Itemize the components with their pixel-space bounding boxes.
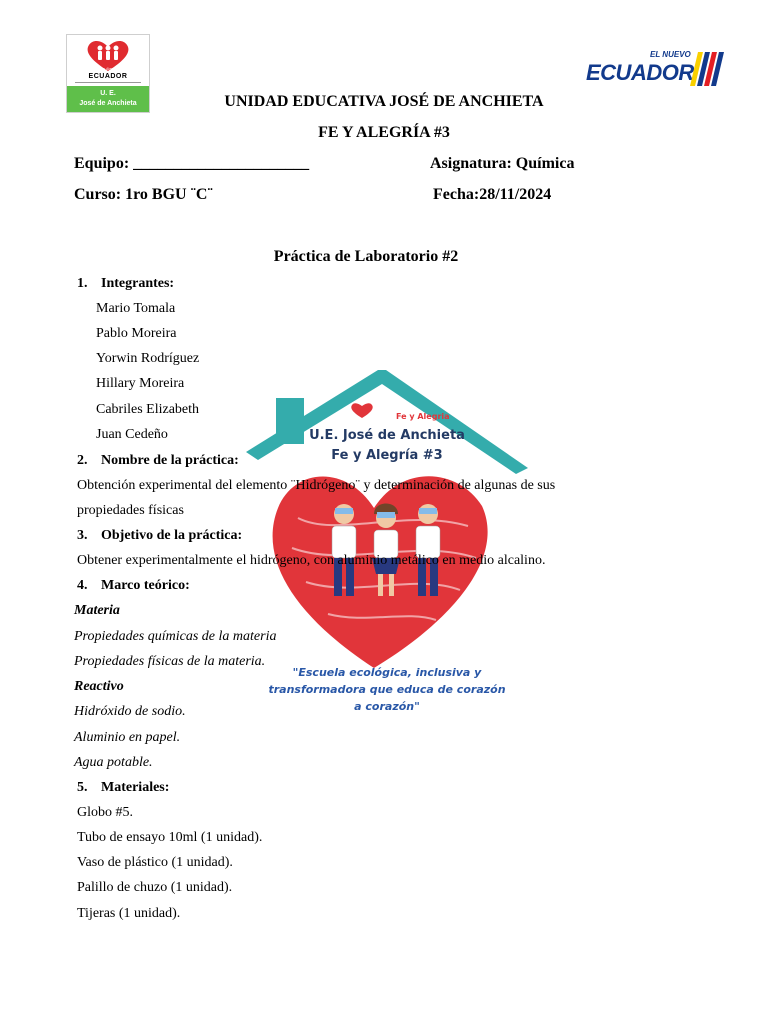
ecuador-logo-text: ECUADOR (586, 60, 694, 85)
material-item: Palillo de chuzo (1 unidad). (77, 880, 233, 895)
reactivo-item: Hidróxido de sodio. (74, 704, 186, 719)
school-name: UNIDAD EDUCATIVA JOSÉ DE ANCHIETA (224, 93, 544, 110)
ecuador-logo-small: EL NUEVO (650, 50, 691, 59)
material-item: Globo #5. (77, 805, 133, 820)
divider (75, 82, 141, 83)
reactivo-item: Aluminio en papel. (74, 730, 181, 745)
materia-heading: Materia (74, 603, 120, 618)
member-item: Cabriles Elizabeth (96, 402, 200, 417)
objective-text: Obtener experimentalmente el hidrógeno, con aluminio metálico en medio alcalino. (77, 553, 546, 568)
curso-field: Curso: 1ro BGU ¨C¨ (74, 186, 213, 203)
fecha-field: Fecha:28/11/2024 (433, 186, 552, 203)
watermark-slogan-1: "Escuela ecológica, inclusiva y (292, 666, 482, 679)
practice-name-line: Obtención experimental del elemento ¨Hidrógeno¨ y determinación de algunas de sus (77, 478, 556, 493)
member-item: Hillary Moreira (96, 376, 185, 391)
asignatura-field: Asignatura: Química (430, 155, 575, 172)
section-2-heading: 2. Nombre de la práctica: (77, 453, 239, 468)
member-item: Mario Tomala (96, 301, 176, 316)
section-3-heading: 3. Objetivo de la práctica: (77, 528, 243, 543)
document-title: Práctica de Laboratorio #2 (273, 248, 459, 265)
watermark (246, 368, 528, 716)
materia-item: Propiedades físicas de la materia. (74, 654, 266, 669)
logo-line1: U. E. (100, 90, 116, 97)
reactivo-item: Agua potable. (74, 755, 153, 770)
reactivo-heading: Reactivo (74, 679, 124, 694)
school-network: FE Y ALEGRÍA #3 (318, 124, 450, 141)
material-item: Tubo de ensayo 10ml (1 unidad). (77, 830, 263, 845)
watermark-slogan-2: transformadora que educa de corazón (268, 683, 506, 696)
equipo-field: Equipo: ______________________ (74, 155, 310, 172)
svg-text:Fe y Alegría: Fe y Alegría (98, 67, 118, 71)
watermark-brand: Fe y Alegria (396, 412, 450, 421)
practice-name-line: propiedades físicas (77, 503, 184, 518)
member-item: Pablo Moreira (96, 326, 177, 341)
section-1-heading: 1. Integrantes: (77, 276, 175, 291)
material-item: Vaso de plástico (1 unidad). (77, 855, 233, 870)
watermark-slogan-3: a corazón" (354, 700, 420, 713)
ecuador-logo (586, 50, 726, 90)
logo-line2: José de Anchieta (79, 100, 137, 107)
hearts-people-icon (67, 37, 149, 73)
member-item: Yorwin Rodríguez (96, 351, 200, 366)
watermark-line2: Fe y Alegría #3 (331, 448, 443, 463)
section-4-heading: 4. Marco teórico: (77, 578, 190, 593)
section-5-heading: 5. Materiales: (77, 780, 170, 795)
material-item: Tijeras (1 unidad). (77, 906, 181, 921)
watermark-line1: U.E. José de Anchieta (309, 428, 465, 443)
logo-country: ECUADOR (88, 73, 128, 80)
member-item: Juan Cedeño (96, 427, 168, 442)
flag-stripes-icon (690, 50, 724, 88)
materia-item: Propiedades químicas de la materia (74, 629, 277, 644)
